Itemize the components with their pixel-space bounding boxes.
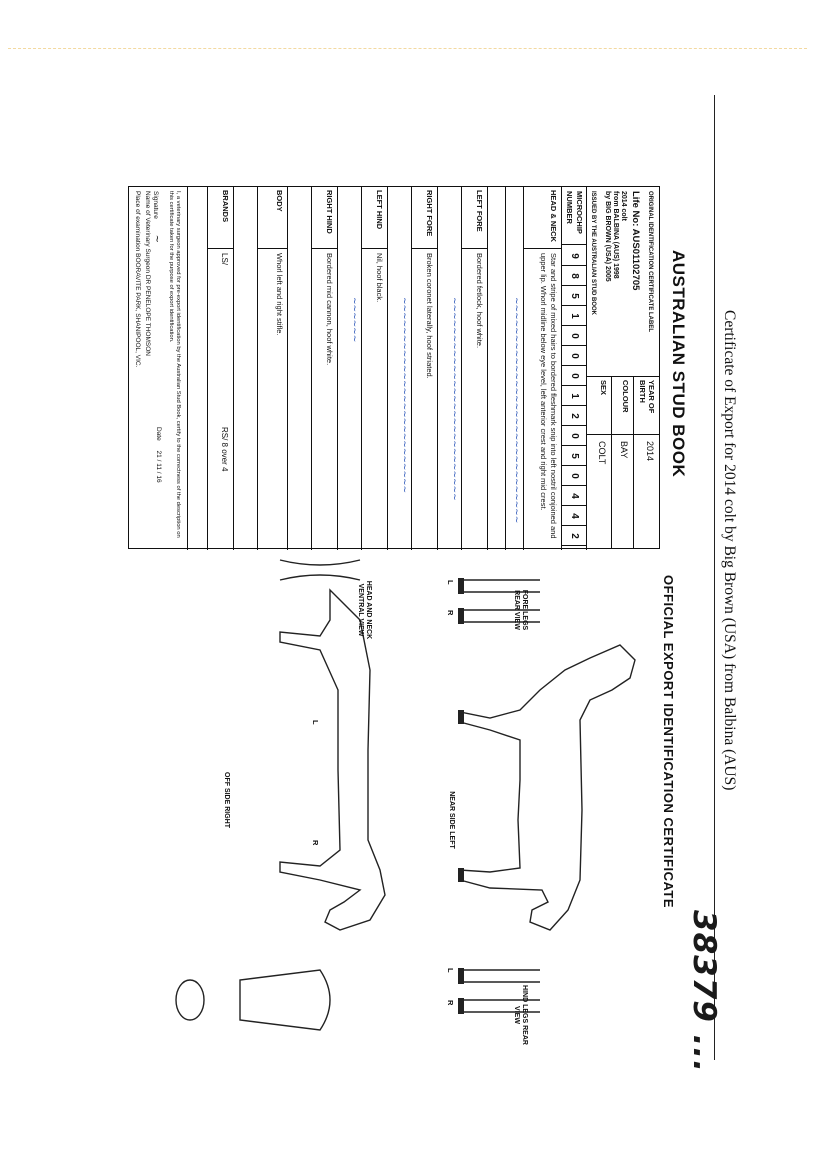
left-letter: L [311, 720, 320, 725]
stud-book-form [128, 186, 660, 549]
year-colour-sex-block [587, 377, 659, 549]
left-fore-label: LEFT FORE [462, 187, 487, 249]
microchip-digit: 0 [562, 367, 586, 386]
microchip-digit: 0 [562, 347, 586, 366]
body-label: BODY [258, 187, 287, 249]
vet-name-value: DR PENELOPE THOMSON [144, 274, 151, 356]
microchip-label: MICROCHIP NUMBER [562, 187, 586, 245]
colour-value: BAY [619, 441, 629, 459]
head-top-outline [176, 980, 204, 1020]
right-letter: R [311, 840, 320, 846]
microchip-digit: 4 [562, 487, 586, 506]
left-hind-text: Nil, hoof black. [375, 253, 384, 303]
left-fore-row [461, 187, 487, 550]
left-hind-label: LEFT HIND [362, 187, 387, 249]
hind-legs-outline [460, 970, 540, 1012]
body-text: Whorl left and right stifle. [275, 253, 284, 336]
microchip-digit: 2 [562, 527, 586, 546]
head-front-outline [240, 970, 330, 1030]
handwritten-annotation: ~~~~~~~~~~~~~~~~~~~~~~~~~~~ [449, 297, 459, 501]
microchip-digit: 1 [562, 307, 586, 326]
off-side-label: OFF SIDE RIGHT [223, 772, 230, 828]
microchip-digit: 1 [562, 387, 586, 406]
top-dashed-rule [8, 48, 807, 49]
pedigree-line: from BALBINA (AUS) 1998 [612, 191, 619, 279]
head-neck-row [523, 187, 561, 550]
date-label: Date [155, 427, 162, 441]
fore-legs-label: FORE LEGS REAR VIEW [513, 589, 528, 631]
head-ventral-outline [280, 560, 360, 580]
blank-row [487, 187, 505, 550]
pedigree-line: 2014 colt [620, 191, 627, 221]
blank-row [187, 187, 207, 550]
horse-near-side-outline [460, 645, 635, 930]
brands-right: RS/ 8 over 4 [220, 427, 229, 472]
right-hind-text: Bordered mid cannon, hoof white. [325, 253, 334, 366]
signature-line [151, 191, 162, 243]
right-fore-label: RIGHT FORE [412, 187, 437, 249]
date-value: 21 / 11 / 16 [155, 450, 162, 483]
horse-diagram [120, 550, 660, 1110]
body-row [257, 187, 287, 550]
place-value: BOORAVITE PARK, SHANIPOOL, VIC. [134, 253, 141, 368]
left-letter: L [446, 968, 455, 973]
sex-label: SEX [587, 377, 611, 435]
pedigree-line: by BIG BROWN (USA) 2005 [604, 191, 611, 282]
year-of-birth-value: 2014 [645, 441, 655, 462]
handwritten-annotation: ~~~~~~~~~~~~~~~~~~~~~~~~~~ [399, 297, 409, 494]
colour-row [611, 377, 633, 549]
hind-legs-label: HIND LEGS REAR VIEW [513, 985, 528, 1045]
export-cert-heading: OFFICIAL EXPORT IDENTIFICATION CERTIFICATE [661, 575, 676, 908]
certification-statement: I, a veterinary surgeon approved for pre-export identification by the Australian Stud Book, certify to the correctness of the description on this certificate taken for the purpose of export identification. [168, 191, 181, 538]
left-hind-row [361, 187, 387, 550]
microchip-digit: 2 [562, 407, 586, 426]
colour-label: COLOUR [612, 377, 633, 435]
microchip-digit: 5 [562, 447, 586, 466]
sex-value: COLT [597, 441, 607, 465]
year-row [633, 377, 659, 549]
place-line [134, 191, 141, 367]
brands-row [207, 187, 233, 550]
left-letter: L [446, 580, 455, 585]
head-neck-label: HEAD & NECK [524, 187, 561, 249]
vet-name-label: Name of Veterinary Surgeon [144, 191, 151, 274]
right-letter: R [446, 610, 455, 616]
date-line [155, 427, 162, 483]
brands-left: LS/ [220, 253, 229, 266]
issued-by: ISSUED BY THE AUSTRALIAN STUD BOOK [590, 191, 596, 316]
handwritten-annotation: ~~~~~~ [349, 297, 359, 343]
microchip-digit: 0 [562, 467, 586, 486]
left-fore-text: Bordered fetlock, hoof white. [475, 253, 484, 349]
microchip-digit: 9 [562, 247, 586, 266]
signature-label: Signature [152, 191, 159, 219]
microchip-digit: 5 [562, 287, 586, 306]
blank-row [233, 187, 257, 550]
right-letter: R [446, 1000, 455, 1006]
right-hind-row [311, 187, 337, 550]
microchip-row [561, 187, 587, 550]
microchip-digit: 4 [562, 507, 586, 526]
right-hind-label: RIGHT HIND [312, 187, 337, 249]
pedigree [603, 191, 627, 282]
cert-label-line: ORIGINAL IDENTIFICATION CERTIFICATE LABEL [647, 191, 653, 332]
stud-book-heading: AUSTRALIAN STUD BOOK [669, 250, 688, 478]
handwritten-annotation: ~~~~~~~~~~~~~~~~~~~~~~~~~~~~~~ [511, 297, 521, 524]
near-side-label: NEAR SIDE LEFT [448, 791, 455, 849]
right-fore-text: Broken coronet laterally, hoof striated. [425, 253, 434, 379]
handwritten-reference: 38379 ... [686, 910, 722, 1073]
certificate-sheet [100, 80, 740, 1130]
head-neck-ventral-label: HEAD AND NECK VENTRAL VIEW [357, 580, 372, 640]
sex-row [587, 377, 611, 549]
blank-row [337, 187, 361, 550]
head-neck-text: Star and stripe of mixed hairs to bordered fleshmark snip into left nostril conjoined and upper lip. Whorl midline below eye level, left anterior crest and right mid crest. [539, 253, 558, 539]
vet-name-line [144, 191, 151, 356]
blank-row [287, 187, 311, 550]
microchip-digit: 0 [562, 327, 586, 346]
life-number: Life No: AUS01102705 [630, 191, 641, 291]
year-of-birth-label: YEAR OF BIRTH [634, 377, 659, 435]
microchip-digit: 8 [562, 267, 586, 286]
fore-legs-outline [460, 580, 540, 622]
brands-label: BRANDS [208, 187, 233, 249]
microchip-digit: 0 [562, 427, 586, 446]
place-label: Place of examination [134, 191, 141, 252]
document-title: Certificate of Export for 2014 colt by Big Brown (USA) from Balbina (AUS) [721, 310, 738, 791]
signature-scribble: ~ [151, 234, 162, 244]
divider [587, 376, 659, 377]
right-fore-row [411, 187, 437, 550]
